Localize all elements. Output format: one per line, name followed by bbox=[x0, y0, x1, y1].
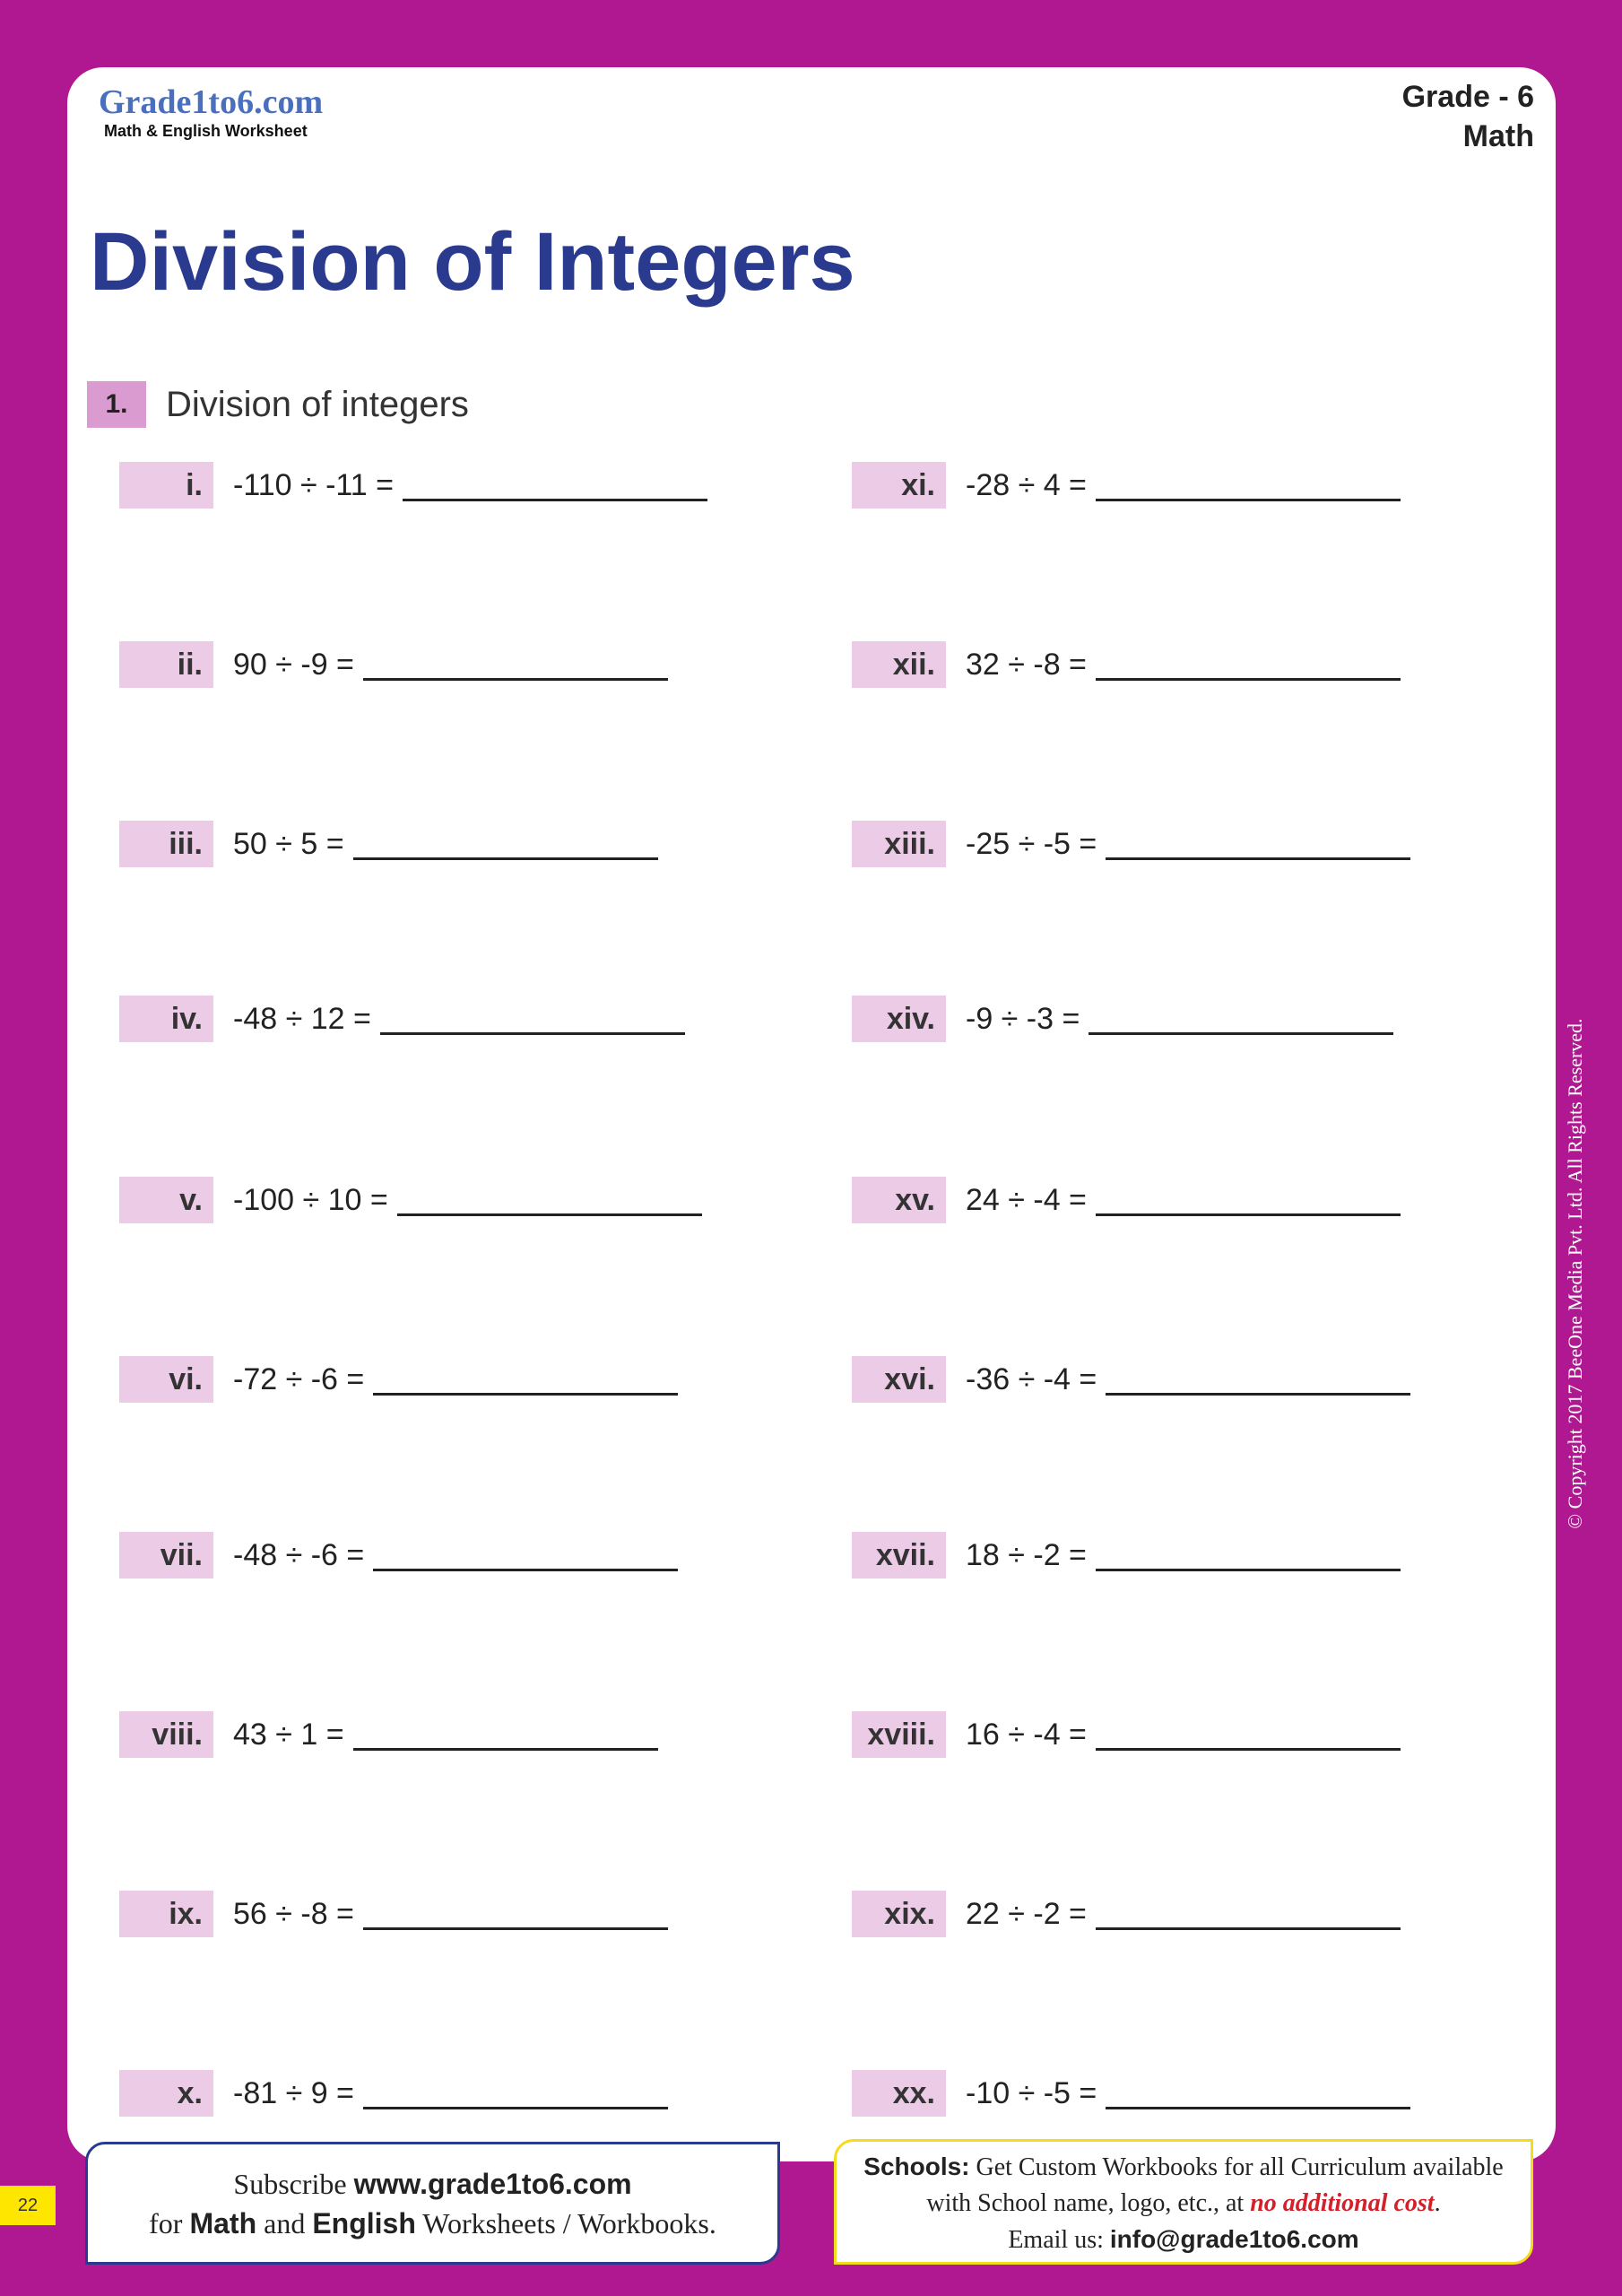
problem-expression: 43 ÷ 1 = bbox=[233, 1717, 344, 1752]
problem-label: iii. bbox=[119, 821, 213, 867]
answer-blank[interactable] bbox=[1096, 472, 1401, 501]
answer-blank[interactable] bbox=[397, 1187, 702, 1216]
problem-label: i. bbox=[119, 462, 213, 509]
answer-blank[interactable] bbox=[1089, 1005, 1393, 1035]
problem-row bbox=[852, 1532, 1401, 1578]
answer-blank[interactable] bbox=[1106, 2080, 1410, 2109]
problem-label: iv. bbox=[119, 996, 213, 1042]
problem-expression: 32 ÷ -8 = bbox=[966, 647, 1087, 682]
answer-blank[interactable] bbox=[380, 1005, 685, 1035]
math-text: Math bbox=[189, 2207, 257, 2239]
problem-row bbox=[119, 1711, 658, 1758]
problem-label: v. bbox=[119, 1177, 213, 1223]
problem-expression: -28 ÷ 4 = bbox=[966, 467, 1087, 502]
answer-blank[interactable] bbox=[1096, 1542, 1401, 1571]
problem-label: xv. bbox=[852, 1177, 946, 1223]
problem-label: xi. bbox=[852, 462, 946, 509]
problem-expression: 56 ÷ -8 = bbox=[233, 1896, 354, 1931]
problem-row bbox=[119, 2070, 668, 2117]
problem-expression: -72 ÷ -6 = bbox=[233, 1361, 365, 1396]
problem-row bbox=[119, 1532, 678, 1578]
grade-label: Grade - 6 bbox=[1401, 80, 1534, 114]
problem-label: x. bbox=[119, 2070, 213, 2117]
problem-label: xii. bbox=[852, 641, 946, 688]
problem-row bbox=[119, 1891, 668, 1937]
problem-expression: 50 ÷ 5 = bbox=[233, 826, 344, 861]
problem-expression: -81 ÷ 9 = bbox=[233, 2075, 354, 2110]
problem-expression: -10 ÷ -5 = bbox=[966, 2075, 1097, 2110]
problem-row bbox=[119, 1356, 678, 1403]
grade-header bbox=[1402, 77, 1534, 156]
problem-label: ii. bbox=[119, 641, 213, 688]
answer-blank[interactable] bbox=[353, 1721, 658, 1751]
problem-row bbox=[119, 1177, 702, 1223]
schools-label: Schools: bbox=[863, 2152, 970, 2180]
problem-label: vii. bbox=[119, 1532, 213, 1578]
problem-label: viii. bbox=[119, 1711, 213, 1758]
problem-label: xiii. bbox=[852, 821, 946, 867]
email-link[interactable]: info@grade1to6.com bbox=[1109, 2225, 1359, 2253]
page-title: Division of Integers bbox=[90, 216, 855, 308]
problem-label: xviii. bbox=[852, 1711, 946, 1758]
answer-blank[interactable] bbox=[1096, 651, 1401, 681]
problem-row bbox=[852, 462, 1401, 509]
problem-row bbox=[852, 1891, 1401, 1937]
subject-label: Math bbox=[1462, 119, 1534, 153]
schools-line1: Get Custom Workbooks for all Curriculum available bbox=[976, 2153, 1504, 2181]
problem-row bbox=[852, 1711, 1401, 1758]
no-cost-text: no additional cost bbox=[1250, 2189, 1435, 2217]
answer-blank[interactable] bbox=[1096, 1721, 1401, 1751]
answer-blank[interactable] bbox=[403, 472, 707, 501]
subscribe-box bbox=[85, 2142, 780, 2265]
problem-expression: 16 ÷ -4 = bbox=[966, 1717, 1087, 1752]
problem-label: xvii. bbox=[852, 1532, 946, 1578]
answer-blank[interactable] bbox=[1106, 1366, 1410, 1396]
answer-blank[interactable] bbox=[1096, 1900, 1401, 1930]
email-label: Email us: bbox=[1008, 2226, 1104, 2254]
problem-row bbox=[852, 2070, 1410, 2117]
answer-blank[interactable] bbox=[1106, 831, 1410, 860]
schools-box bbox=[834, 2139, 1533, 2265]
problem-label: xx. bbox=[852, 2070, 946, 2117]
page-number: 22 bbox=[0, 2186, 56, 2225]
english-text: English bbox=[312, 2207, 416, 2239]
answer-blank[interactable] bbox=[363, 651, 668, 681]
schools-line2: with School name, logo, etc., at bbox=[926, 2189, 1245, 2217]
problem-row bbox=[852, 996, 1393, 1042]
problem-expression: -9 ÷ -3 = bbox=[966, 1001, 1080, 1036]
copyright-text: © Copyright 2017 BeeOne Media Pvt. Ltd. All Rights Reserved. bbox=[1564, 1018, 1586, 1529]
subscribe-url[interactable]: www.grade1to6.com bbox=[353, 2168, 632, 2200]
answer-blank[interactable] bbox=[373, 1366, 678, 1396]
logo bbox=[99, 83, 323, 141]
problem-expression: 24 ÷ -4 = bbox=[966, 1182, 1087, 1217]
problem-row bbox=[119, 641, 668, 688]
section-label: Division of integers bbox=[166, 384, 469, 424]
section-number: 1. bbox=[87, 381, 146, 428]
for-text: for bbox=[149, 2207, 183, 2239]
problem-label: xvi. bbox=[852, 1356, 946, 1403]
answer-blank[interactable] bbox=[353, 831, 658, 860]
problem-expression: -25 ÷ -5 = bbox=[966, 826, 1097, 861]
problem-expression: -100 ÷ 10 = bbox=[233, 1182, 388, 1217]
problem-row bbox=[852, 1356, 1410, 1403]
problem-row bbox=[119, 462, 707, 509]
problem-row bbox=[852, 641, 1401, 688]
problem-row bbox=[119, 996, 685, 1042]
logo-subtitle: Math & English Worksheet bbox=[104, 122, 308, 140]
worksheets-text: Worksheets / Workbooks. bbox=[422, 2207, 716, 2239]
and-text: and bbox=[264, 2207, 306, 2239]
answer-blank[interactable] bbox=[1096, 1187, 1401, 1216]
answer-blank[interactable] bbox=[363, 2080, 668, 2109]
problem-expression: -110 ÷ -11 = bbox=[233, 467, 394, 502]
logo-title: Grade1to6.com bbox=[99, 83, 324, 121]
problem-expression: 22 ÷ -2 = bbox=[966, 1896, 1087, 1931]
answer-blank[interactable] bbox=[373, 1542, 678, 1571]
problem-expression: -36 ÷ -4 = bbox=[966, 1361, 1097, 1396]
answer-blank[interactable] bbox=[363, 1900, 668, 1930]
subscribe-text: Subscribe bbox=[233, 2168, 347, 2200]
period: . bbox=[1434, 2189, 1441, 2217]
problem-expression: 18 ÷ -2 = bbox=[966, 1537, 1087, 1572]
problem-label: ix. bbox=[119, 1891, 213, 1937]
problem-expression: -48 ÷ -6 = bbox=[233, 1537, 365, 1572]
section-heading bbox=[87, 381, 469, 428]
problem-label: vi. bbox=[119, 1356, 213, 1403]
problem-label: xiv. bbox=[852, 996, 946, 1042]
problem-row bbox=[852, 821, 1410, 867]
problem-label: xix. bbox=[852, 1891, 946, 1937]
problem-expression: -48 ÷ 12 = bbox=[233, 1001, 371, 1036]
problem-row bbox=[852, 1177, 1401, 1223]
problem-expression: 90 ÷ -9 = bbox=[233, 647, 354, 682]
problem-row bbox=[119, 821, 658, 867]
